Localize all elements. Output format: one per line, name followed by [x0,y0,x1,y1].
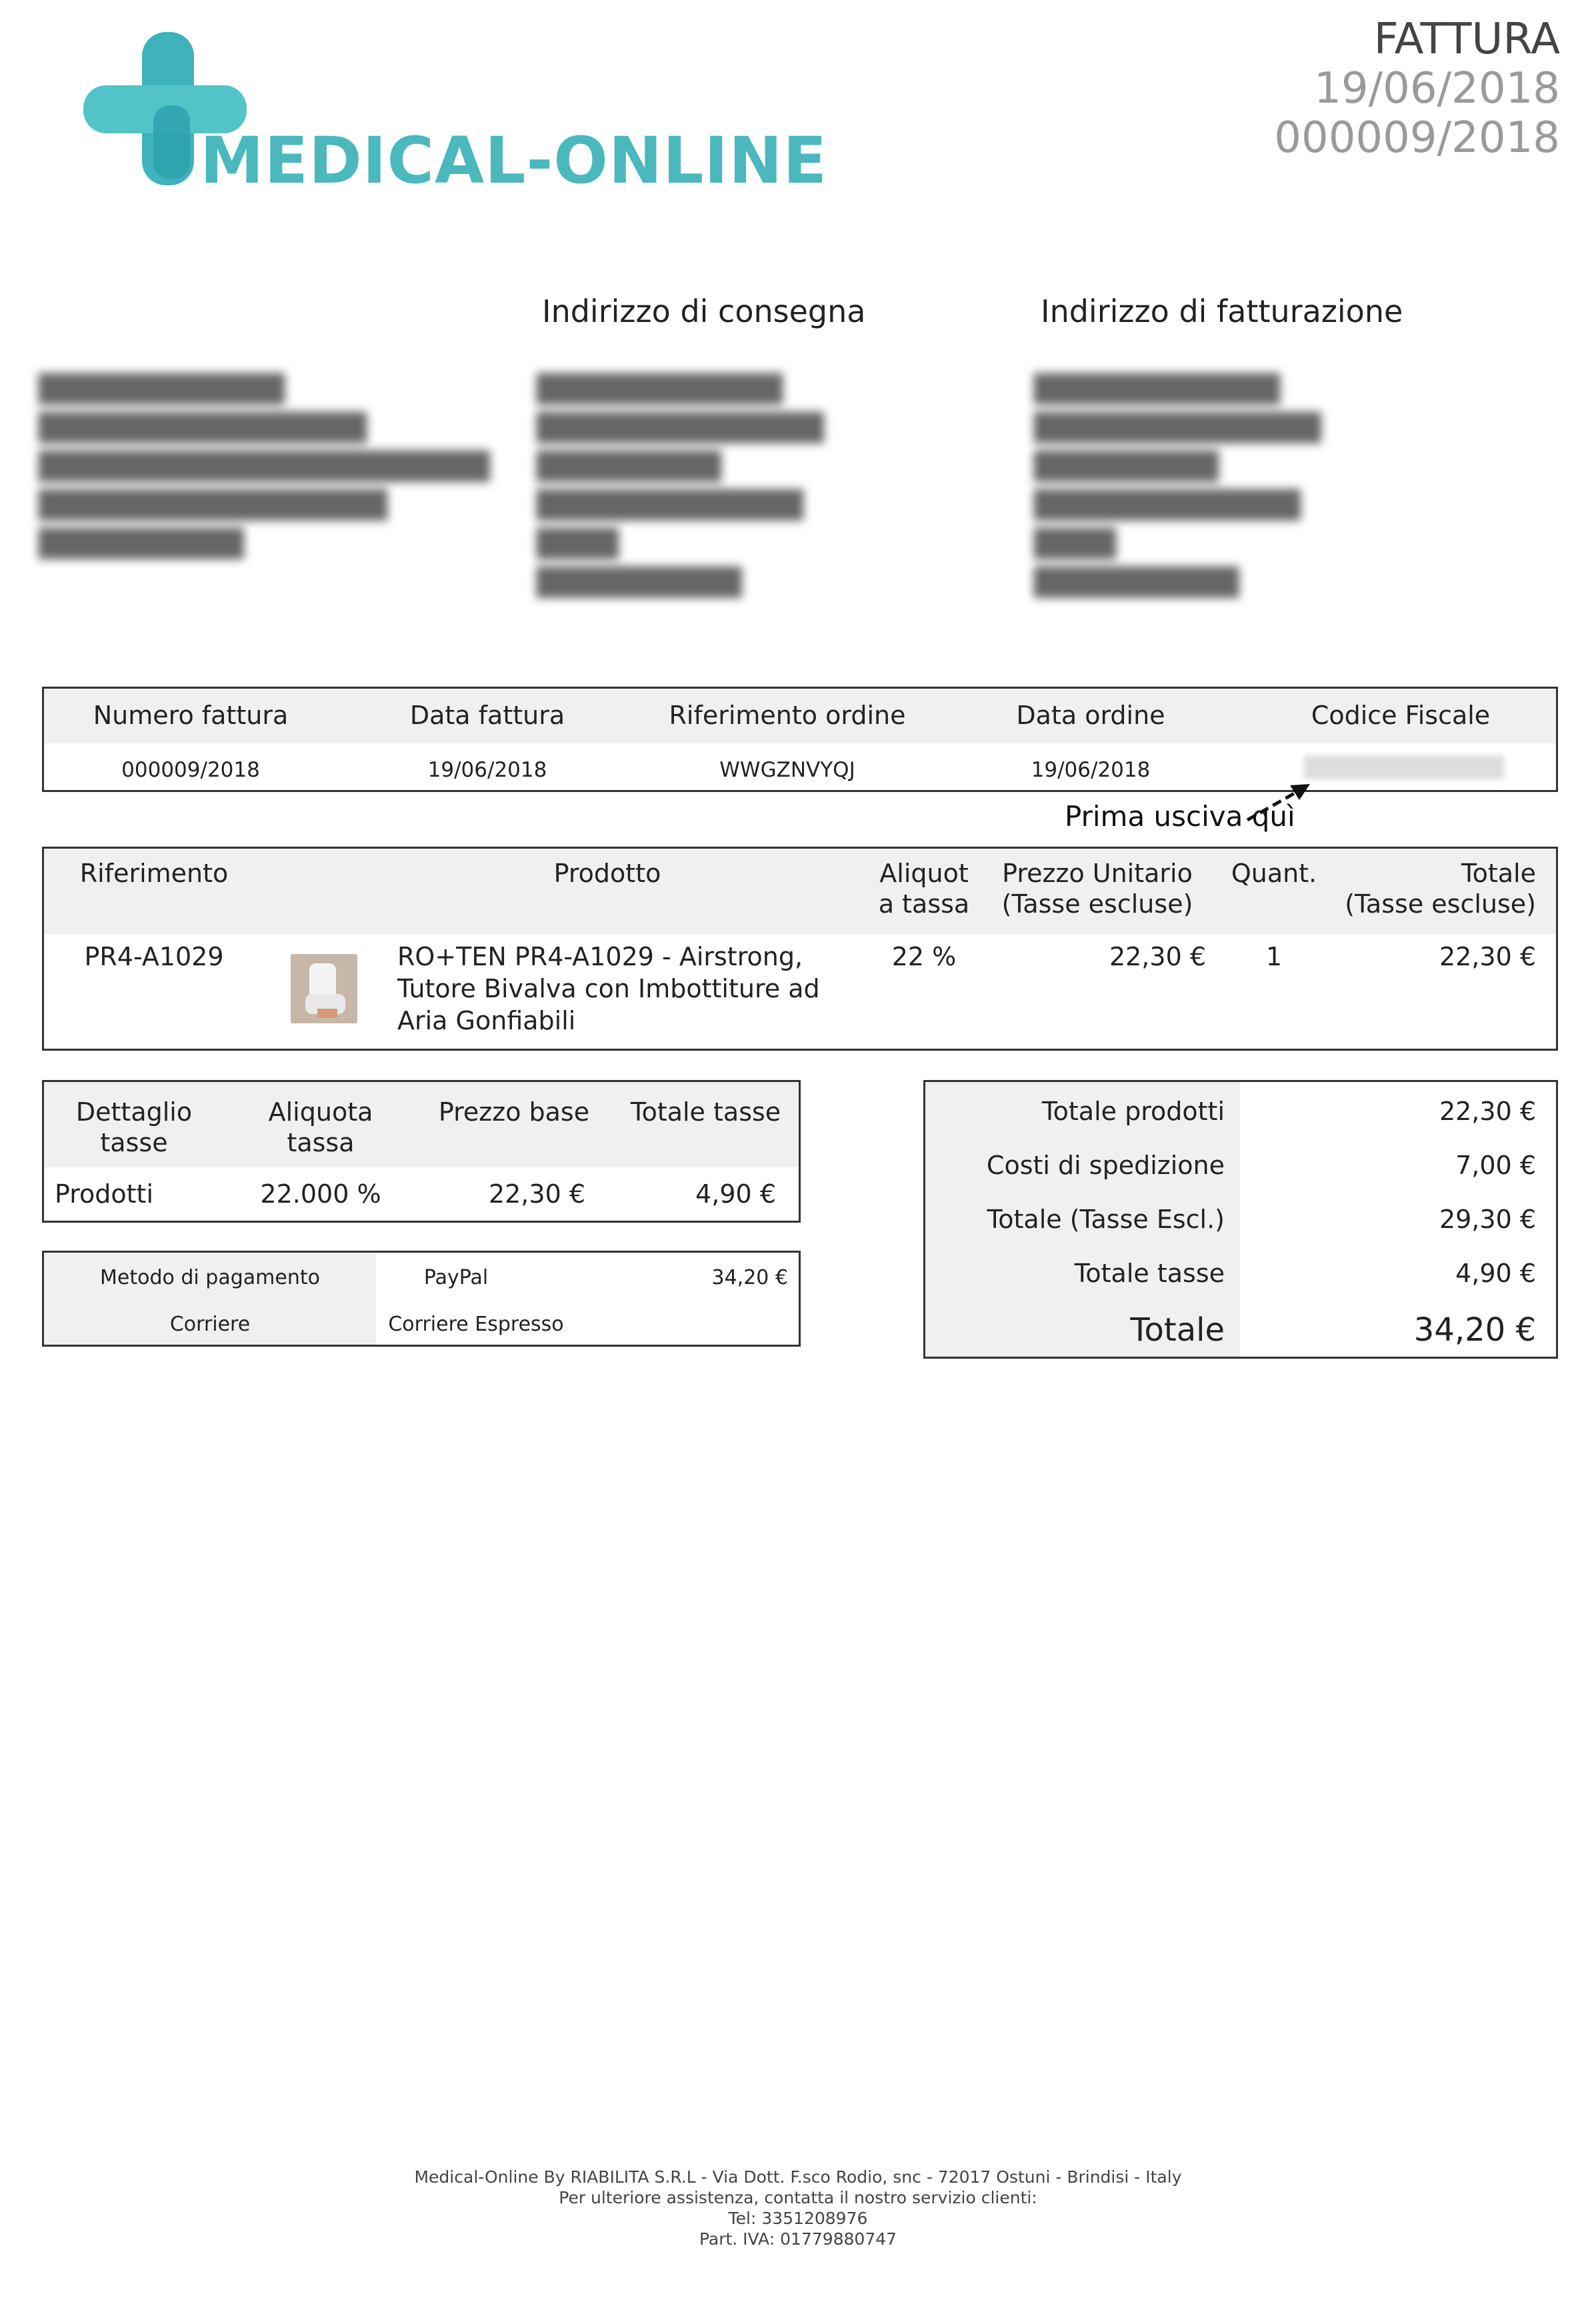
totale-tasse-value: 4,90 € [1455,1259,1536,1288]
header-quant: Quant. [1231,859,1317,888]
redacted-seller-address: ████████████ ████████████████ ██████████████████████ █████████████████ ██████████ [39,374,490,559]
header-aliquota-line1: Aliquota [268,1097,373,1127]
totale-label: Totale [1130,1311,1225,1349]
row-prodotto-line1: RO+TEN PR4-A1029 - Airstrong, [397,942,803,971]
costi-spedizione-value: 7,00 € [1455,1151,1536,1180]
tax-row-aliquota: 22.000 % [260,1179,381,1209]
row-prodotto-line3: Aria Gonfiabili [397,1006,576,1035]
header-prezzo-line1: Prezzo Unitario [1002,859,1193,888]
totale-prodotti-value: 22,30 € [1439,1097,1536,1126]
tax-row-totale: 4,90 € [695,1179,776,1209]
footer-phone-line: Tel: 3351208976 [728,2209,868,2228]
product-table [42,847,1558,1051]
costi-spedizione-label: Costi di spedizione [986,1151,1225,1180]
logo-text: MEDICAL-ONLINE [200,123,828,198]
tax-row-label: Prodotti [55,1179,154,1209]
header-riferimento: Riferimento [79,859,229,888]
document-number: 000009/2018 [1274,113,1560,163]
payment-table [42,1251,801,1347]
header-dettaglio-line2: tasse [100,1128,168,1157]
header-riferimento-ordine: Riferimento ordine [669,701,906,730]
footer [0,2167,1596,2249]
redacted-codice-fiscale [1304,755,1504,779]
row-prodotto-line2: Tutore Bivalva con Imbottiture ad [397,974,820,1003]
header-aliquota-line1: Aliquot [879,859,969,888]
value-data-ordine: 19/06/2018 [1031,758,1151,782]
row-prezzo: 22,30 € [1109,942,1206,971]
header-data-fattura: Data fattura [409,701,565,730]
footer-company-line: Medical-Online By RIABILITA S.R.L - Via Dott. F.sco Rodio, snc - 72017 Ostuni - Brindisi - Italy [414,2167,1182,2187]
header-aliquota-line2: a tassa [878,889,970,919]
payment-method-amount: 34,20 € [711,1266,788,1289]
redacted-billing-address: ████████████ ██████████████ █████████ █████████████ ████ ██████████ [1034,374,1321,598]
invoice-info-table [42,687,1558,792]
header-numero-fattura: Numero fattura [93,701,289,730]
carrier-label: Corriere [169,1313,251,1336]
payment-method-value: PayPal [423,1266,489,1289]
payment-method-label: Metodo di pagamento [100,1266,320,1289]
annotation-note: Prima usciva quì [1065,800,1295,833]
footer-assistance-line: Per ulteriore assistenza, contatta il nostro servizio clienti: [559,2188,1037,2207]
header-totale-tasse: Totale tasse [630,1097,781,1127]
header-prodotto: Prodotto [553,859,661,888]
footer-vat-line: Part. IVA: 01779880747 [699,2229,897,2249]
totale-value: 34,20 € [1413,1311,1536,1349]
row-riferimento: PR4-A1029 [84,942,224,971]
carrier-value: Corriere Espresso [388,1313,564,1336]
tax-detail-table [42,1080,801,1223]
header-prezzo-base: Prezzo base [438,1097,590,1127]
header-aliquota-line2: tassa [287,1128,355,1157]
totale-tasse-escluse-value: 29,30 € [1439,1205,1536,1234]
header-totale-line2: (Tasse escluse) [1345,889,1536,919]
billing-address-title: Indirizzo di fatturazione [1041,293,1403,329]
value-numero-fattura: 000009/2018 [121,758,260,782]
value-data-fattura: 19/06/2018 [427,758,547,782]
header-prezzo-line2: (Tasse escluse) [1001,889,1193,919]
tax-row-base: 22,30 € [488,1179,585,1209]
redacted-delivery-address: ████████████ ██████████████ █████████ █████████████ ████ ██████████ [537,374,824,598]
value-riferimento-ordine: WWGZNVYQJ [719,758,855,782]
header-codice-fiscale: Codice Fiscale [1311,701,1491,730]
totals-table [923,1080,1558,1359]
delivery-address-title: Indirizzo di consegna [542,293,866,329]
document-date: 19/06/2018 [1314,64,1560,113]
product-thumbnail [291,954,357,1023]
header-totale-line1: Totale [1461,859,1536,888]
header-dettaglio-line1: Dettaglio [75,1097,193,1127]
row-quant: 1 [1265,942,1283,971]
row-aliquota: 22 % [891,942,957,971]
totale-tasse-label: Totale tasse [1074,1259,1225,1288]
row-totale: 22,30 € [1439,942,1536,971]
totale-prodotti-label: Totale prodotti [1041,1097,1225,1126]
document-type: FATTURA [1373,15,1560,64]
header-data-ordine: Data ordine [1016,701,1165,730]
totale-tasse-escluse-label: Totale (Tasse Escl.) [987,1205,1225,1234]
